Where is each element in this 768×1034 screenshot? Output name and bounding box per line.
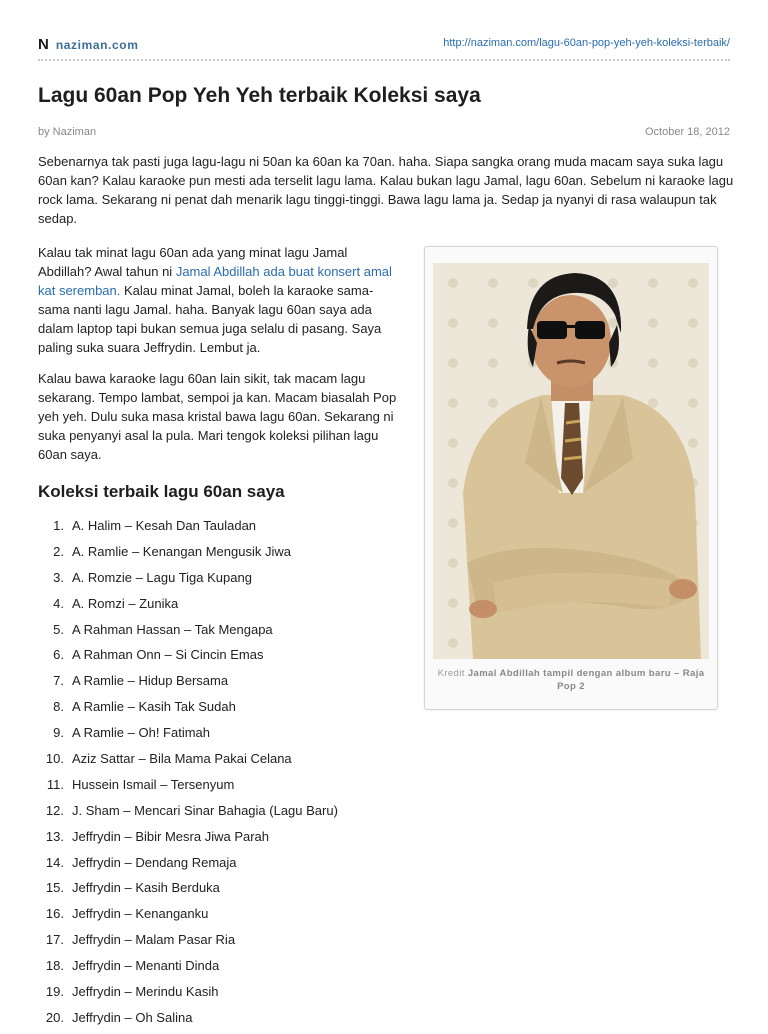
song-number: 9. xyxy=(53,725,64,741)
site-name[interactable]: naziman.com xyxy=(55,37,139,52)
song-number: 14. xyxy=(45,854,64,870)
song-list-item xyxy=(38,904,338,930)
song-title: Jeffrydin – Menanti Dinda xyxy=(72,958,220,974)
song-title: Jeffrydin – Dendang Remaja xyxy=(72,854,237,870)
intro-paragraph: Sebenarnya tak pasti juga lagu-lagu ni 50an ka 60an ka 70an. haha. Siapa sangka orang muda macam saya suka lagu 60an kan? Kalau karaoke pun mesti ada terselit lagu lama. Kalau bukan lagu Jamal, lagu 60an. Sebelum ni karaoke lagu rock lama. Sekarang ni penat dah menarik lagu tinggi-tinggi. Bawa lagu lama ja. Sedap ja nyanyi di rasa walaupun tak sedap. xyxy=(38,154,734,226)
song-list-item xyxy=(38,697,338,723)
photo-caption xyxy=(437,667,705,693)
song-number: 15. xyxy=(45,880,64,896)
song-list-item xyxy=(38,1008,338,1034)
song-list-item xyxy=(38,930,338,956)
song-list-item xyxy=(38,594,338,620)
photo-figure xyxy=(424,246,718,710)
song-title: A. Romzie – Lagu Tiga Kupang xyxy=(72,569,252,585)
song-list-item xyxy=(38,801,338,827)
song-title: Jeffrydin – Malam Pasar Ria xyxy=(72,932,236,948)
site-header xyxy=(38,34,730,56)
song-list-item xyxy=(38,956,338,982)
song-list-item xyxy=(38,775,338,801)
song-list-item xyxy=(38,620,338,646)
song-title: J. Sham – Mencari Sinar Bahagia (Lagu Baru) xyxy=(72,802,338,818)
song-number: 11. xyxy=(46,776,64,792)
song-title: A Rahman Onn – Si Cincin Emas xyxy=(72,647,264,663)
song-list-item xyxy=(38,645,338,671)
section-heading: Koleksi terbaik lagu 60an saya xyxy=(38,482,285,501)
article-byline: by Naziman xyxy=(38,126,97,138)
song-number: 17. xyxy=(45,932,64,948)
paragraph-jamal-tail: Kalau minat Jamal, boleh la karaoke sama-sama nanti lagu Jamal. haha. Banyak lagu 60an saya ada dalam laptop tapi bukan semua juga selalu di pasang. Saya paling suka suara Jeffrydin. Lembut ja. xyxy=(38,283,382,355)
logo-mark-icon: N xyxy=(38,36,48,53)
song-title: A Ramlie – Oh! Fatimah xyxy=(72,725,210,741)
paragraph-karaoke: Kalau bawa karaoke lagu 60an lain sikit, tak macam lagu sekarang. Tempo lambat, sempoi ja kan. Macam biasalah Pop yeh yeh. Dulu suka masa kristal bawa lagu 60an. Sekarang ni suka penyanyi asal la pula. Mari tengok koleksi pilihan lagu 60an saya. xyxy=(38,371,397,462)
song-title: Jeffrydin – Kasih Berduka xyxy=(72,880,220,896)
song-list-item xyxy=(38,516,338,542)
song-title: Hussein Ismail – Tersenyum xyxy=(72,776,235,792)
song-list-item xyxy=(38,723,338,749)
song-list-item xyxy=(38,878,338,904)
song-number: 1. xyxy=(53,518,64,533)
caption-text: Jamal Abdillah tampil dengan album baru – Raja Pop 2 xyxy=(467,668,705,692)
header-divider xyxy=(38,59,730,61)
song-title: Jeffrydin – Bibir Mesra Jiwa Parah xyxy=(72,828,270,844)
body-column xyxy=(38,243,398,476)
paragraph-jamal-lead: Kalau tak minat lagu 60an ada yang minat lagu Jamal Abdillah? Awal tahun ni xyxy=(38,245,348,279)
song-number: 3. xyxy=(53,569,64,585)
song-title: Jeffrydin – Oh Salina xyxy=(72,1009,193,1025)
site-logo[interactable] xyxy=(38,36,138,53)
song-number: 18. xyxy=(45,958,64,974)
song-number: 13. xyxy=(45,828,64,844)
song-list-item xyxy=(38,982,338,1008)
song-number: 19. xyxy=(45,984,64,1000)
song-title: A Ramlie – Kasih Tak Sudah xyxy=(72,699,236,715)
page-url-link[interactable]: http://naziman.com/lagu-60an-pop-yeh-yeh-koleksi-terbaik/ xyxy=(443,37,730,49)
song-number: 5. xyxy=(53,621,64,637)
song-title: Jeffrydin – Kenanganku xyxy=(72,906,209,922)
song-number: 6. xyxy=(53,647,64,663)
song-list-item xyxy=(38,827,338,853)
song-title: A. Ramlie – Kenangan Mengusik Jiwa xyxy=(72,543,291,559)
article-date: October 18, 2012 xyxy=(644,126,730,138)
song-title: A Rahman Hassan – Tak Mengapa xyxy=(72,621,273,637)
song-title: Aziz Sattar – Bila Mama Pakai Celana xyxy=(72,751,292,767)
song-title: A. Romzi – Zunika xyxy=(72,595,179,611)
paragraph-jamal xyxy=(38,243,398,357)
song-title: A Ramlie – Hidup Bersama xyxy=(72,673,229,689)
song-list-item xyxy=(38,568,338,594)
artist-photo xyxy=(433,263,709,659)
song-number: 16. xyxy=(45,906,64,922)
song-number: 7. xyxy=(53,673,64,689)
song-number: 4. xyxy=(53,595,64,611)
song-number: 2. xyxy=(53,543,64,559)
song-number: 10. xyxy=(45,751,64,767)
caption-credit-label: Kredit xyxy=(437,668,465,679)
song-title: Jeffrydin – Merindu Kasih xyxy=(72,984,219,1000)
concert-link[interactable]: Jamal Abdillah ada buat konsert amal kat seremban. xyxy=(38,264,392,298)
song-number: 12. xyxy=(45,802,64,818)
song-number: 20. xyxy=(45,1009,64,1025)
song-title: A. Halim – Kesah Dan Tauladan xyxy=(72,518,257,533)
song-list-item xyxy=(38,671,338,697)
song-list-item xyxy=(38,542,338,568)
song-list-item xyxy=(38,853,338,879)
artist-portrait-illustration xyxy=(433,263,709,659)
song-number: 8. xyxy=(53,699,64,715)
song-list-item xyxy=(38,749,338,775)
song-list xyxy=(38,516,338,1034)
article-title: Lagu 60an Pop Yeh Yeh terbaik Koleksi saya xyxy=(38,84,481,107)
